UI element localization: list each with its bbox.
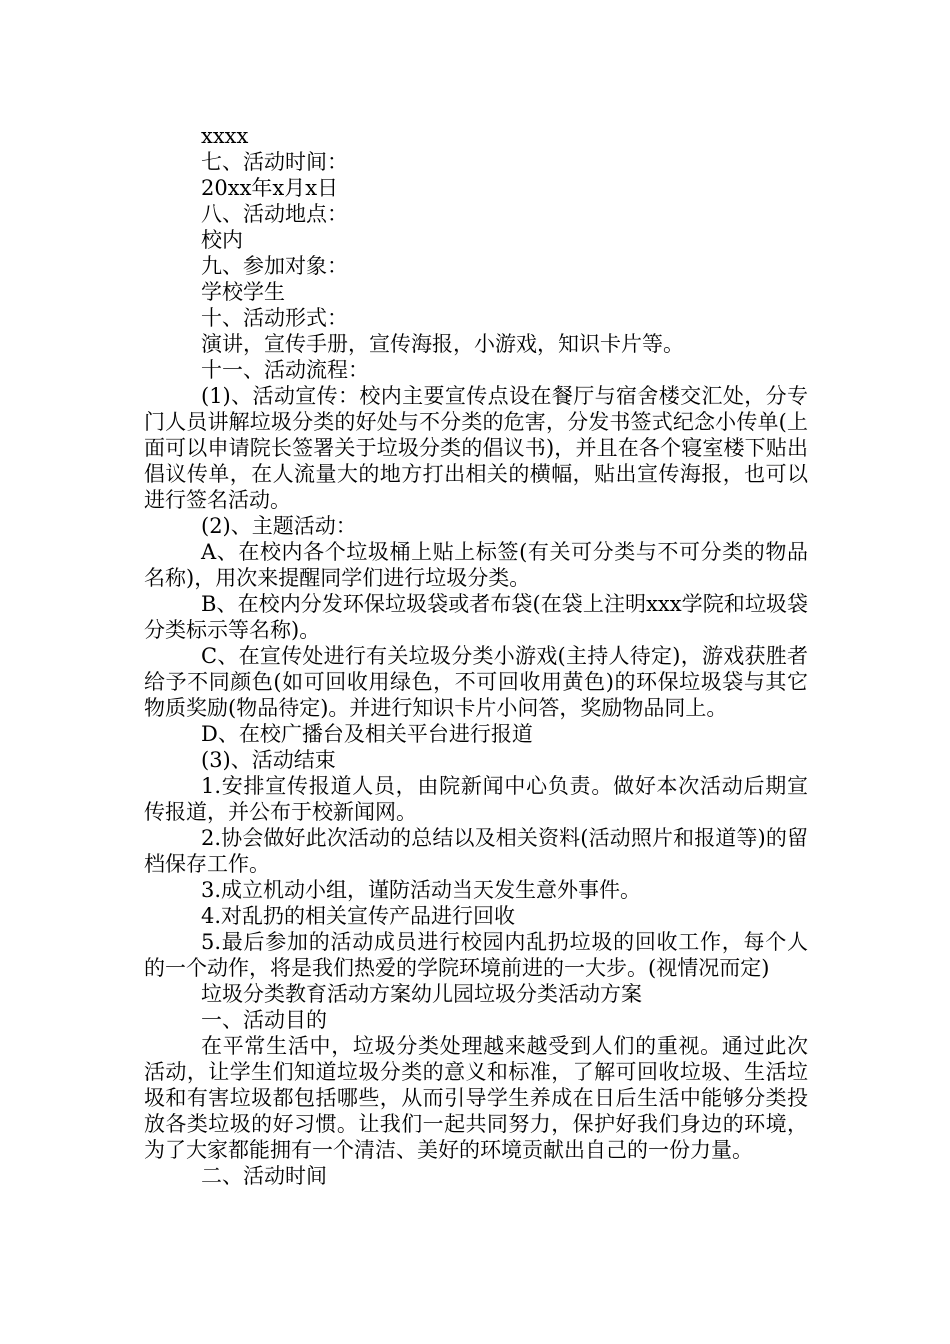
paragraph: A、在校内各个垃圾桶上贴上标签(有关可分类与不可分类的物品名称)，用次来提醒同学们进行垃圾分类。 bbox=[144, 540, 808, 590]
paragraph: 在平常生活中，垃圾分类处理越来越受到人们的重视。通过此次活动，让学生们知道垃圾分类的意义和标准，了解可回收垃圾、生活垃圾和有害垃圾都包括哪些，从而引导学生养成在日后生活中能够分类投放各类垃圾的好习惯。让我们一起共同努力，保护好我们身边的环境，为了大家都能拥有一个清洁、美好的环境贡献出自己的一份力量。 bbox=[144, 1034, 808, 1162]
section-heading: 九、参加对象： bbox=[201, 254, 348, 278]
paragraph: 学校学生 bbox=[201, 280, 285, 304]
document-title: 垃圾分类教育活动方案幼儿园垃圾分类活动方案 bbox=[201, 982, 642, 1006]
paragraph: 4.对乱扔的相关宣传产品进行回收 bbox=[201, 904, 516, 928]
paragraph: 校内 bbox=[201, 228, 243, 252]
paragraph: D、在校广播台及相关平台进行报道 bbox=[201, 722, 533, 746]
document-body bbox=[144, 123, 808, 1189]
section-heading: 二、活动时间 bbox=[201, 1164, 327, 1188]
section-heading: 十、活动形式： bbox=[201, 306, 348, 330]
subsection-heading: (3)、活动结束 bbox=[201, 748, 336, 772]
paragraph: xxxx bbox=[201, 124, 249, 148]
subsection-heading: (2)、主题活动： bbox=[201, 514, 357, 538]
paragraph: 1.安排宣传报道人员，由院新闻中心负责。做好本次活动后期宣传报道，并公布于校新闻网。 bbox=[144, 774, 808, 824]
paragraph: 3.成立机动小组，谨防活动当天发生意外事件。 bbox=[201, 878, 642, 902]
paragraph: (1)、活动宣传：校内主要宣传点设在餐厅与宿舍楼交汇处，分专门人员讲解垃圾分类的好处与不分类的危害，分发书签式纪念小传单(上面可以申请院长签署关于垃圾分类的倡议书)，并且在各个寝室楼下贴出倡议传单，在人流量大的地方打出相关的横幅，贴出宣传海报，也可以进行签名活动。 bbox=[144, 384, 808, 512]
section-heading: 十一、活动流程： bbox=[201, 358, 369, 382]
section-heading: 七、活动时间： bbox=[201, 150, 348, 174]
paragraph: 演讲，宣传手册，宣传海报，小游戏，知识卡片等。 bbox=[201, 332, 684, 356]
paragraph: 5.最后参加的活动成员进行校园内乱扔垃圾的回收工作，每个人的一个动作，将是我们热爱的学院环境前进的一大步。(视情况而定) bbox=[144, 930, 808, 980]
paragraph: 2.协会做好此次活动的总结以及相关资料(活动照片和报道等)的留档保存工作。 bbox=[144, 826, 808, 876]
section-heading: 八、活动地点： bbox=[201, 202, 348, 226]
paragraph: 20xx年x月x日 bbox=[201, 176, 339, 200]
paragraph: C、在宣传处进行有关垃圾分类小游戏(主持人待定)，游戏获胜者给予不同颜色(如可回收用绿色，不可回收用黄色)的环保垃圾袋与其它物质奖励(物品待定)。并进行知识卡片小问答，奖励物品同上。 bbox=[144, 644, 808, 720]
paragraph: B、在校内分发环保垃圾袋或者布袋(在袋上注明xxx学院和垃圾袋分类标示等名称)。 bbox=[144, 592, 808, 642]
section-heading: 一、活动目的 bbox=[201, 1008, 327, 1032]
